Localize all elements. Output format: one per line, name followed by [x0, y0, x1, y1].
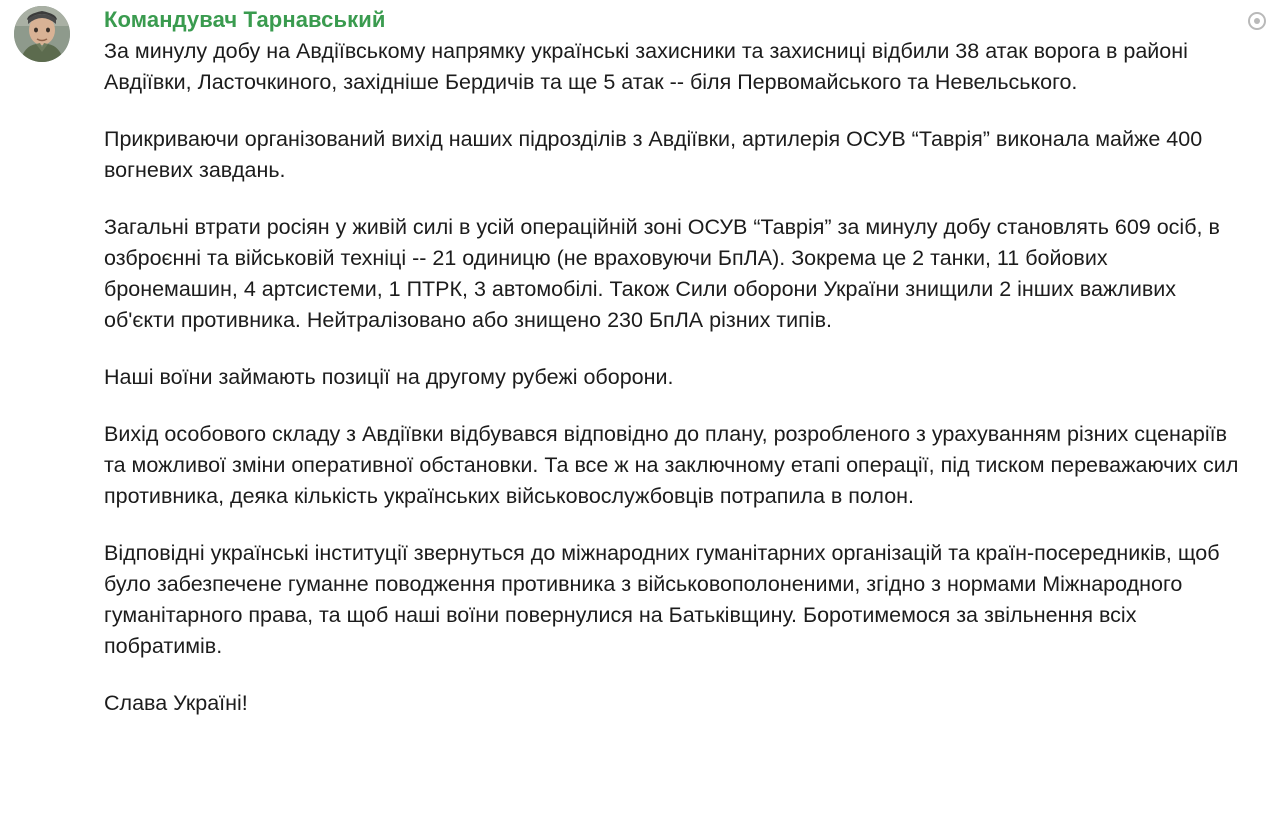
more-options-icon[interactable] — [1248, 12, 1266, 30]
avatar-image — [14, 6, 70, 62]
post-text — [104, 36, 1244, 719]
post-paragraph: Прикриваючи організований вихід наших підрозділів з Авдіївки, артилерія ОСУВ “Таврія” виконала майже 400 вогневих завдань. — [104, 127, 1203, 182]
post-paragraph: Відповідні українські інституції звернуться до міжнародних гуманітарних організацій та країн-посередників, щоб було забезпечене гуманне поводження противника з військовополоненими, згідно з нормами Міжнародного гуманітарного права, та щоб наші воїни повернулися на Батьківщину. Боротимемося за звільнення всіх побратимів. — [104, 541, 1220, 658]
post-paragraph: Наші воїни займають позиції на другому рубежі оборони. — [104, 365, 674, 389]
post-paragraph: Загальні втрати росіян у живій силі в усій операційній зоні ОСУВ “Таврія” за минулу добу становлять 609 осіб, в озброєнні та військовій техніці -- 21 одиницю (не враховуючи БпЛА). Зокрема це 2 танки, 11 бойових бронемашин, 4 артсистеми, 1 ПТРК, 3 автомобілі. Також Сили оборони України знищили 2 інших важливих об'єкти противника. Нейтралізовано або знищено 230 БпЛА різних типів. — [104, 215, 1220, 332]
post-paragraph: За минулу добу на Авдіївському напрямку українські захисники та захисниці відбили 38 атак ворога в районі Авдіївки, Ласточкиного, західніше Бердичів та ще 5 атак -- біля Первомайського та Невельського. — [104, 39, 1188, 94]
post-author-name[interactable]: Командувач Тарнавський — [104, 7, 386, 32]
post-body — [104, 6, 1244, 719]
post-paragraph: Вихід особового складу з Авдіївки відбувався відповідно до плану, розробленого з урахуванням різних сценаріїв та можливої зміни оперативної обстановки. Та все ж на заключному етапі операції, під тиском переважаючих сил противника, деяка кількість українських військовослужбовців потрапила в полон. — [104, 422, 1239, 508]
more-options-dot — [1254, 18, 1260, 24]
post-paragraph: Слава Україні! — [104, 691, 248, 715]
avatar[interactable] — [14, 6, 70, 62]
